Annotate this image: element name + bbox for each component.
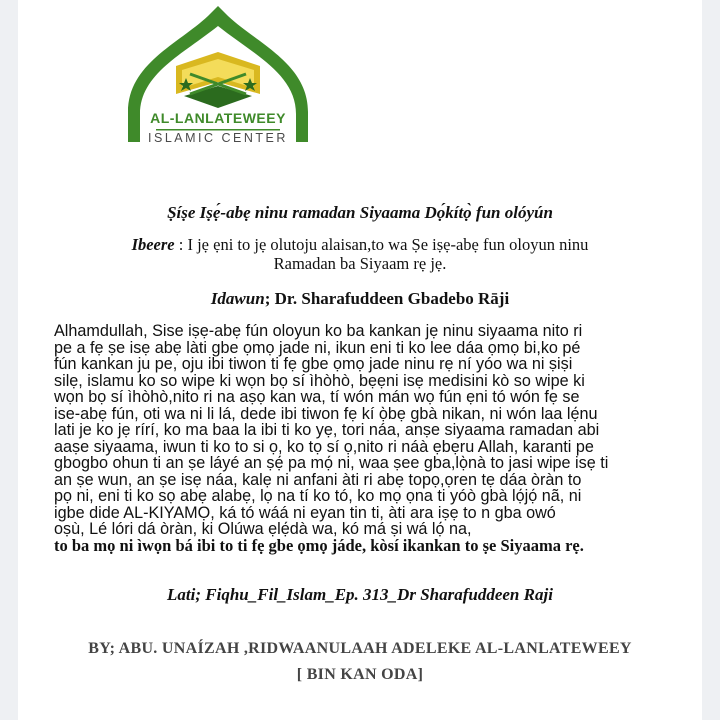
source-reference: Lati; Fiqhu_Fil_Islam_Ep. 313_Dr Sharafuddeen Raji	[167, 585, 553, 604]
body-line: oṣù, Lé lóri dá òràn, ki Olúwa ẹlẹ́dà wa, kó má ṣi wá lọ́ na,	[54, 520, 472, 538]
body-line: pọ ni, eni ti ko sọ abẹ alabẹ, lọ na tí ko tó, ko mọ ọna ti yóò gbà lọ́jọ́ nã, ni	[54, 487, 582, 505]
body-line: Alhamdullah, Sise iṣẹ-abẹ fún oloyun ko ba kankan jẹ ninu siyaama nito ri	[54, 322, 583, 340]
document-title: Ṣíṣe Iṣẹ́-abẹ ninu ramadan Siyaama Dọ́kítọ̀ fun olóyún	[167, 203, 553, 222]
answer-label: Idawun	[210, 289, 265, 308]
answer-body	[54, 323, 682, 554]
body-line: ise-abẹ fún, oti wa ni li lá, dede ibi tiwon fẹ kí ọ̀bẹ gbà nikan, ni wón laa lẹ́nu	[54, 404, 598, 423]
body-conclusion-line: to ba mọ ni ìwọn bá ibi to ti fẹ gbe ọmọ jáde, kòsí ikankan to ṣe Siyaama rẹ.	[54, 535, 584, 555]
answer-author-name: ; Dr. Sharafuddeen Gbadebo Rāji	[264, 289, 510, 308]
body-line: lati je ko jẹ rírí, ko ma baa la ibi ti ko yẹ, tori náa, anṣe siyaama ramadan abi	[54, 421, 600, 439]
logo-subtitle: ISLAMIC CENTER	[148, 131, 288, 145]
body-line: fún kankan ju pe, oju ibi tiwon ti fẹ gbe ọmọ jade ninu rẹ ní yóo wa ni ṣiṣi	[54, 355, 573, 373]
body-line: igbe dide AL-KIYAMỌ, ká tó wáá ni eyan tin ti, àti ara iṣẹ to n gba owó	[54, 503, 556, 522]
question-text-line1: : I jẹ ẹni to jẹ olutoju alaisan,to wa Ṣe iṣẹ-abẹ fun oloyun ninu	[174, 235, 589, 254]
body-line: aaṣe siyaama, iwun ti ko to si ọ, ko tọ sí ọ,nito ri náà ẹbẹru Allah, karanti pe	[54, 437, 594, 456]
body-line: silẹ, islamu ko so wipe ki wọn bọ sí ìhòhò, bẹẹni isẹ medisini kò so wipe ki	[54, 371, 585, 390]
question-text-line2: Ramadan ba Siyaam rẹ jẹ.	[273, 254, 447, 273]
body-line: pe a fẹ ṣe isẹ abẹ làti gbe ọmọ jade ni, ikun eni ti ko lee dáa ọmọ bi,ko pé	[54, 338, 581, 357]
answer-author	[18, 289, 702, 309]
quran-book-icon	[176, 52, 260, 108]
body-line: wọn bọ sí ìhòhò,nito ri na aṣọ kan wa, tí wón mán wọ fún ẹni tó wón fẹ se	[54, 388, 580, 406]
body-line: an ṣe wun, an ṣe isẹ náa, kalẹ ni anfani àti ri abẹ topọ,ọren tẹ dáa òràn to	[54, 470, 582, 489]
body-line: gbogbo ohun ti an ṣe láyé an ṣẹ́ pa mọ́ ni, waa ṣee gba,lọ̀nà to jasi wipe isẹ ti	[54, 454, 609, 472]
author-credit: BY; ABU. UNAÍZAH ,RIDWAANULAAH ADELEKE AL-LANLATEWEEY	[88, 640, 632, 657]
logo-name: AL-LANLATEWEEY	[150, 110, 286, 126]
question-label: Ibeere	[131, 235, 175, 254]
author-alias: [ BIN KAN ODA]	[296, 666, 424, 683]
question-block	[18, 235, 702, 273]
document-page	[18, 0, 702, 720]
